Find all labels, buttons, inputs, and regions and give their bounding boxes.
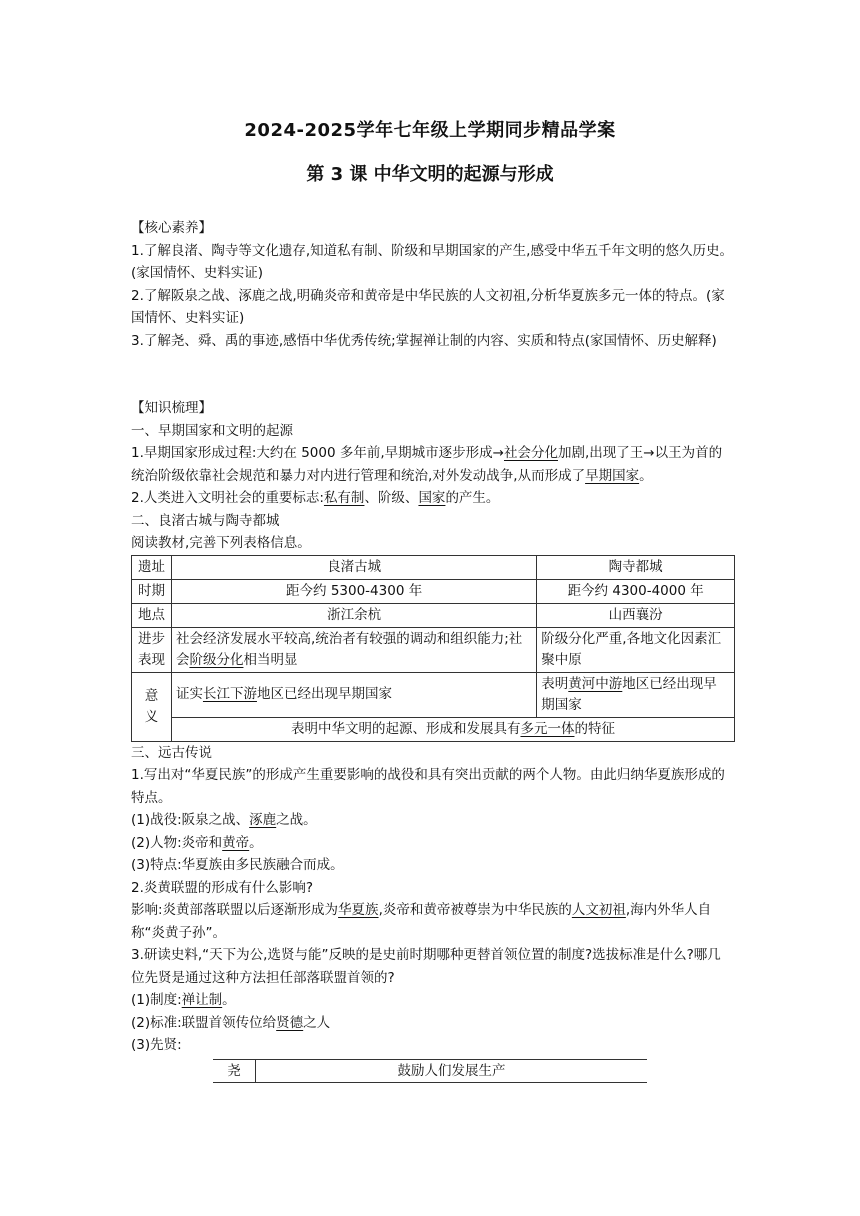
text-span: 1.早期国家形成过程:大约在 5000 多年前,早期城市逐步形成→	[131, 445, 504, 461]
core-item-1: 1.了解良渚、陶寺等文化遗存,知道私有制、阶级和早期国家的产生,感受中华五千年文明的悠久历史。(家国情怀、史料实证)	[131, 242, 733, 281]
text-span: 、阶级、	[364, 490, 419, 506]
knowledge-heading: 【知识梳理】	[131, 400, 212, 416]
sages-table	[213, 1059, 647, 1083]
text-span: 的特征	[574, 720, 615, 737]
text-span: 表现	[137, 651, 165, 668]
text-span: 地区已经出现早期国家	[256, 686, 392, 702]
text-span: 。	[249, 834, 263, 851]
answer-blank: 多元一体	[520, 720, 575, 737]
text-span: 。	[222, 992, 236, 1008]
table-row	[132, 555, 735, 579]
text-span: 进步	[137, 630, 165, 647]
civilization-marks-text	[131, 487, 733, 510]
answer-blank: 贤德	[276, 1014, 304, 1031]
section-3-heading: 三、远古传说	[131, 744, 212, 761]
table-row	[132, 579, 735, 603]
answer-blank: 社会分化	[503, 445, 558, 461]
core-literacy-section	[131, 217, 733, 352]
answer-blank: 阶级分化	[189, 651, 244, 668]
table-row	[132, 627, 735, 672]
answer-blank: 黄河中游	[568, 675, 623, 692]
text-span: 义	[144, 708, 159, 725]
knowledge-section	[131, 397, 733, 1083]
table-row	[213, 1059, 647, 1082]
table-cell: 时期	[132, 579, 172, 603]
lesson-title: 第 3 课 中华文明的起源与形成	[306, 164, 554, 185]
answer-3-3: (3)先贤:	[131, 1037, 182, 1053]
section-2-heading: 二、良渚古城与陶寺都城	[131, 512, 280, 529]
text-span: 2.人类进入文明社会的重要标志:	[131, 490, 324, 506]
text-span: (2)人物:炎帝和	[131, 834, 223, 851]
text-span: 之战。	[276, 812, 317, 828]
table-cell	[171, 627, 536, 672]
text-span: ,炎帝和黄帝被尊崇为中华民族的	[378, 902, 572, 918]
answer-blank: 华夏族	[338, 902, 379, 918]
answer-1-1	[131, 809, 733, 832]
table-row	[132, 672, 735, 717]
answer-1-2	[131, 832, 733, 855]
answer-blank: 涿鹿	[249, 812, 277, 828]
text-span: 证实	[175, 686, 203, 702]
table-cell: 阶级分化严重,各地文化因素汇聚中原	[537, 627, 735, 672]
text-span: 之人	[303, 1014, 331, 1031]
table-cell	[537, 672, 735, 717]
sages-table-wrap	[213, 1059, 733, 1083]
table-cell: 遗址	[132, 555, 172, 579]
text-span: (1)制度:	[131, 992, 182, 1008]
answer-2	[131, 899, 733, 944]
answer-blank: 黄帝	[222, 834, 250, 851]
table-row	[132, 603, 735, 627]
table-cell: 陶寺都城	[537, 555, 735, 579]
state-formation-text	[131, 442, 733, 487]
text-span: 。	[639, 467, 653, 484]
table-cell	[132, 627, 172, 672]
answer-blank: 禅让制	[181, 992, 223, 1008]
answer-blank: 早期国家	[585, 467, 640, 484]
answer-blank: 国家	[418, 490, 446, 506]
table-cell	[171, 717, 734, 741]
text-span: 地区已经出现早期国家	[541, 675, 717, 713]
answer-blank: 长江下游	[202, 686, 257, 702]
document-title: 2024-2025学年七年级上学期同步精品学案	[244, 120, 616, 141]
text-span: (1)战役:阪泉之战、	[131, 812, 250, 828]
answer-1-3: (3)特点:华夏族由多民族融合而成。	[131, 857, 344, 873]
text-span: 表明中华文明的起源、形成和发展具有	[290, 720, 521, 737]
table-cell: 距今约 4300-4000 年	[537, 579, 735, 603]
table-row	[132, 717, 735, 741]
sites-table	[131, 555, 735, 742]
answer-3-2	[131, 1012, 733, 1035]
table-intro: 阅读教材,完善下列表格信息。	[131, 535, 311, 551]
table-cell: 鼓励人们发展生产	[256, 1059, 648, 1082]
core-item-3: 3.了解尧、舜、禹的事迹,感悟中华优秀传统;掌握禅让制的内容、实质和特点(家国情怀、历史解释)	[131, 332, 717, 349]
question-3: 3.研读史料,“天下为公,选贤与能”反映的是史前时期哪种更替首领位置的制度?选拔标准是什么?哪几位先贤是通过这种方法担任部落联盟首领的?	[131, 947, 721, 986]
question-2: 2.炎黄联盟的形成有什么影响?	[131, 879, 314, 896]
table-cell: 尧	[213, 1059, 256, 1082]
text-span: ,海内外华人自称“炎黄子孙”。	[131, 902, 712, 941]
text-span: 的产生。	[445, 490, 500, 506]
text-span: 加剧,出现了王→以王为首的统治阶级依靠社会规范和暴力对内进行管理和统治,对外发动战争,从而形成了	[131, 445, 723, 484]
text-span: 表明	[541, 675, 569, 692]
answer-blank: 人文初祖	[571, 902, 626, 918]
table-cell: 距今约 5300-4300 年	[171, 579, 536, 603]
question-1: 1.写出对“华夏民族”的形成产生重要影响的战役和具有突出贡献的两个人物。由此归纳华夏族形成的特点。	[131, 767, 725, 806]
text-span: 社会经济发展水平较高,统治者有较强的调动和组织能力;社会	[175, 630, 523, 668]
table-cell: 山西襄汾	[537, 603, 735, 627]
text-span: 意	[144, 687, 159, 704]
section-1-heading: 一、早期国家和文明的起源	[131, 422, 293, 439]
text-span: (2)标准:联盟首领传位给	[131, 1014, 277, 1031]
core-heading: 【核心素养】	[131, 220, 212, 236]
table-cell: 浙江余杭	[171, 603, 536, 627]
answer-3-1	[131, 989, 733, 1012]
text-span: 相当明显	[243, 651, 298, 668]
answer-blank: 私有制	[323, 490, 365, 506]
table-cell	[132, 672, 172, 741]
table-cell: 良渚古城	[171, 555, 536, 579]
text-span: 影响:炎黄部落联盟以后逐渐形成为	[131, 902, 339, 918]
table-cell: 地点	[132, 603, 172, 627]
table-cell	[171, 672, 536, 717]
core-item-2: 2.了解阪泉之战、涿鹿之战,明确炎帝和黄帝是中华民族的人文初祖,分析华夏族多元一体的特点。(家国情怀、史料实证)	[131, 287, 725, 326]
